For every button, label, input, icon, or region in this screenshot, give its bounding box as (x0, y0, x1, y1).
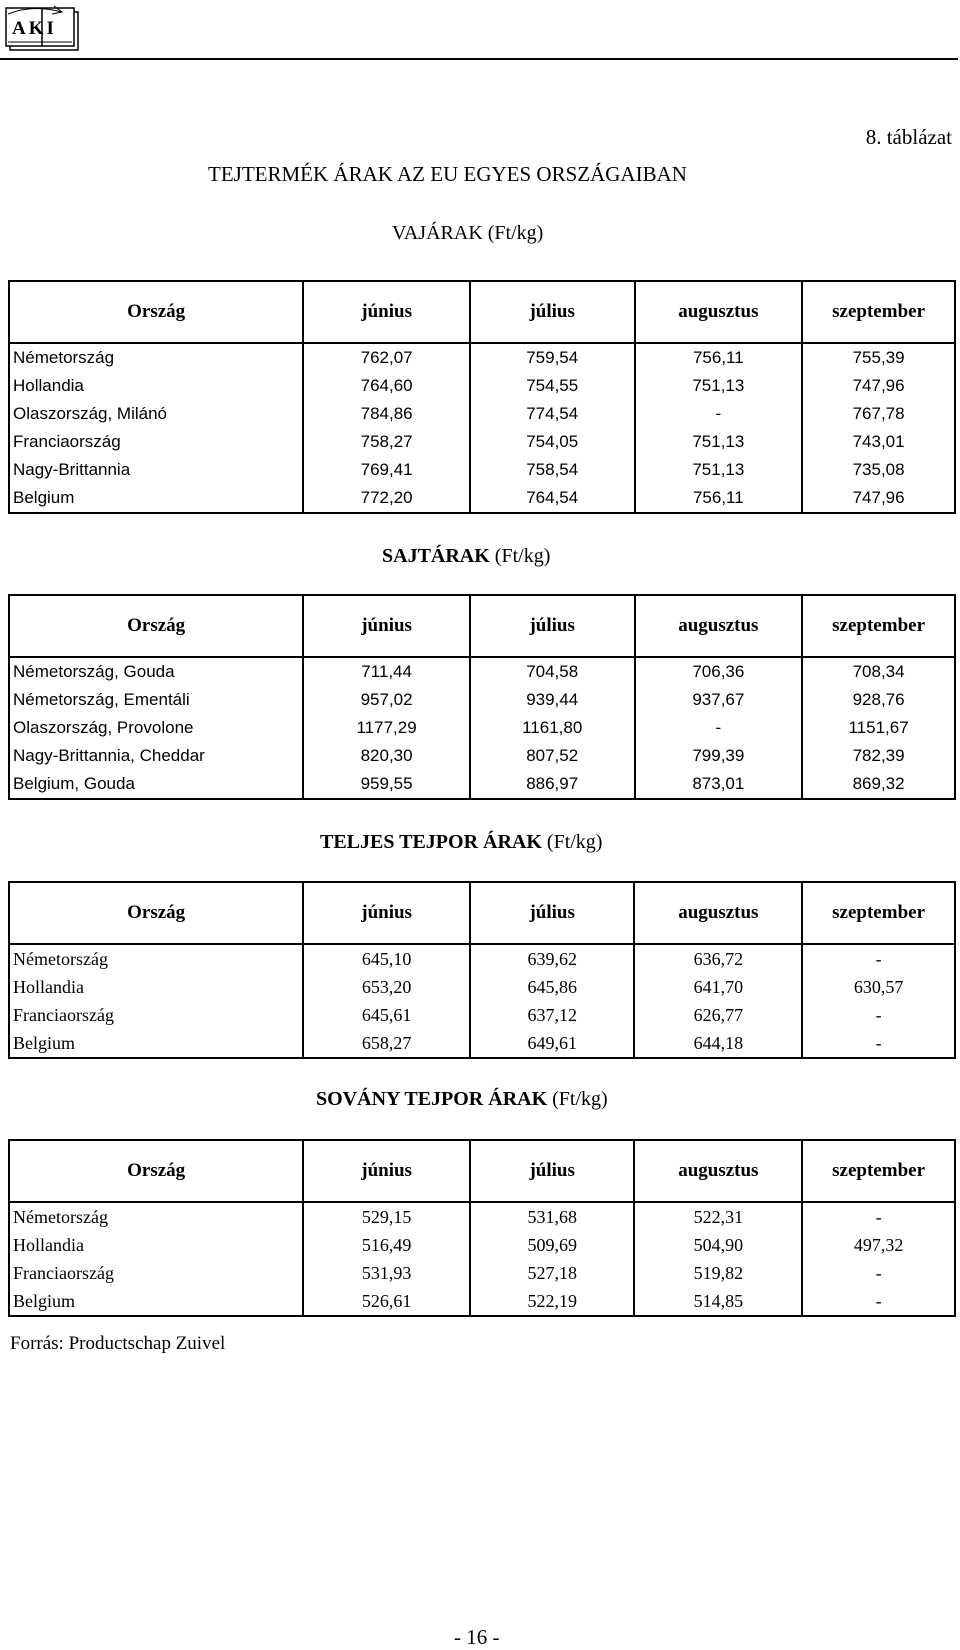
table-row (9, 944, 955, 973)
price-cell: 653,20 (303, 973, 470, 1001)
price-cell: 509,69 (470, 1231, 635, 1259)
column-header-country: Ország (9, 595, 303, 657)
price-cell: 711,44 (303, 657, 470, 686)
price-cell: 626,77 (634, 1001, 802, 1029)
price-cell: 756,11 (635, 484, 803, 513)
table-row (9, 1202, 955, 1231)
price-cell: 751,13 (635, 456, 803, 484)
price-cell: 747,96 (802, 484, 955, 513)
page-number: - 16 - (454, 1625, 500, 1649)
price-cell: 531,93 (303, 1259, 470, 1287)
price-cell: 526,61 (303, 1287, 470, 1316)
whole-milk-powder-price-table (8, 881, 956, 1059)
country-cell: Nagy-Brittannia, Cheddar (9, 742, 303, 770)
country-cell: Franciaország (9, 1259, 303, 1287)
column-header-june: június (303, 281, 470, 343)
price-cell: 743,01 (802, 428, 955, 456)
section-title-label: VAJÁRAK (392, 222, 483, 244)
price-cell: 522,31 (634, 1202, 802, 1231)
price-cell: 886,97 (470, 770, 635, 799)
cheese-price-table (8, 594, 956, 800)
price-cell: 747,96 (802, 372, 955, 400)
column-header-september: szeptember (802, 595, 955, 657)
table-row (9, 428, 955, 456)
price-cell: - (802, 1029, 955, 1058)
table-row (9, 343, 955, 372)
page-title: TEJTERMÉK ÁRAK AZ EU EGYES ORSZÁGAIBAN (208, 162, 687, 186)
price-cell: - (802, 1259, 955, 1287)
price-cell: 937,67 (635, 686, 803, 714)
price-cell: 708,34 (802, 657, 955, 686)
price-cell: 751,13 (635, 428, 803, 456)
table-row (9, 372, 955, 400)
table-row (9, 686, 955, 714)
country-cell: Hollandia (9, 372, 303, 400)
country-cell: Németország (9, 1202, 303, 1231)
price-cell: 1161,80 (470, 714, 635, 742)
price-cell: 767,78 (802, 400, 955, 428)
price-cell: 639,62 (470, 944, 635, 973)
section-title-unit: (Ft/kg) (546, 831, 603, 853)
column-header-august: augusztus (634, 1140, 802, 1202)
column-header-september: szeptember (802, 882, 955, 944)
price-cell: 869,32 (802, 770, 955, 799)
column-header-august: augusztus (635, 595, 803, 657)
price-cell: 774,54 (470, 400, 635, 428)
price-cell: 959,55 (303, 770, 470, 799)
price-cell: 939,44 (470, 686, 635, 714)
price-cell: 531,68 (470, 1202, 635, 1231)
section-title-unit: (Ft/kg) (487, 222, 544, 244)
column-header-september: szeptember (802, 281, 955, 343)
price-cell: 772,20 (303, 484, 470, 513)
column-header-july: július (470, 882, 635, 944)
price-cell: 754,55 (470, 372, 635, 400)
price-cell: 764,60 (303, 372, 470, 400)
section-title-label: SAJTÁRAK (382, 545, 490, 567)
country-cell: Franciaország (9, 428, 303, 456)
logo-text: AKI (12, 18, 57, 39)
page-header (0, 0, 958, 60)
price-cell: 519,82 (634, 1259, 802, 1287)
price-cell: 706,36 (635, 657, 803, 686)
price-cell: 735,08 (802, 456, 955, 484)
price-cell: 1177,29 (303, 714, 470, 742)
price-cell: 630,57 (802, 973, 955, 1001)
price-cell: 755,39 (802, 343, 955, 372)
country-cell: Belgium (9, 1287, 303, 1316)
price-cell: 522,19 (470, 1287, 635, 1316)
butter-price-table (8, 280, 956, 514)
country-cell: Hollandia (9, 973, 303, 1001)
price-cell: 751,13 (635, 372, 803, 400)
aki-logo (2, 2, 82, 52)
price-cell: 636,72 (634, 944, 802, 973)
column-header-august: augusztus (634, 882, 802, 944)
price-cell: 799,39 (635, 742, 803, 770)
column-header-country: Ország (9, 1140, 303, 1202)
price-cell: 759,54 (470, 343, 635, 372)
column-header-june: június (303, 595, 470, 657)
price-cell: 807,52 (470, 742, 635, 770)
table-row (9, 1029, 955, 1058)
section-title-skimmed-milk-powder (316, 1088, 608, 1111)
table-row (9, 714, 955, 742)
price-cell: 762,07 (303, 343, 470, 372)
country-cell: Németország, Ementáli (9, 686, 303, 714)
price-cell: 820,30 (303, 742, 470, 770)
country-cell: Németország (9, 944, 303, 973)
price-cell: 784,86 (303, 400, 470, 428)
price-cell: 957,02 (303, 686, 470, 714)
price-cell: 758,27 (303, 428, 470, 456)
country-cell: Nagy-Brittannia (9, 456, 303, 484)
country-cell: Belgium (9, 484, 303, 513)
price-cell: - (635, 400, 803, 428)
section-title-butter (392, 222, 543, 245)
column-header-september: szeptember (802, 1140, 955, 1202)
country-cell: Olaszország, Provolone (9, 714, 303, 742)
table-row (9, 1231, 955, 1259)
section-title-unit: (Ft/kg) (552, 1088, 608, 1110)
section-title-label: SOVÁNY TEJPOR ÁRAK (316, 1088, 548, 1110)
column-header-june: június (303, 882, 470, 944)
country-cell: Németország (9, 343, 303, 372)
price-cell: 764,54 (470, 484, 635, 513)
column-header-july: július (470, 1140, 635, 1202)
price-cell: 637,12 (470, 1001, 635, 1029)
price-cell: 782,39 (802, 742, 955, 770)
price-cell: 754,05 (470, 428, 635, 456)
price-cell: 645,61 (303, 1001, 470, 1029)
section-title-whole-milk-powder (320, 831, 602, 854)
price-cell: 527,18 (470, 1259, 635, 1287)
table-row (9, 1001, 955, 1029)
section-title-unit: (Ft/kg) (494, 545, 551, 567)
price-cell: 704,58 (470, 657, 635, 686)
country-cell: Németország, Gouda (9, 657, 303, 686)
price-cell: 928,76 (802, 686, 955, 714)
column-header-country: Ország (9, 281, 303, 343)
column-header-july: július (470, 281, 635, 343)
table-row (9, 742, 955, 770)
price-cell: 644,18 (634, 1029, 802, 1058)
price-cell: 658,27 (303, 1029, 470, 1058)
table-row (9, 1287, 955, 1316)
price-cell: - (802, 1287, 955, 1316)
price-cell: 514,85 (634, 1287, 802, 1316)
table-row (9, 484, 955, 513)
price-cell: 497,32 (802, 1231, 955, 1259)
column-header-country: Ország (9, 882, 303, 944)
price-cell: 649,61 (470, 1029, 635, 1058)
price-cell: - (802, 1202, 955, 1231)
price-cell: - (635, 714, 803, 742)
table-number: 8. táblázat (865, 125, 952, 149)
price-cell: 756,11 (635, 343, 803, 372)
source-note: Forrás: Productschap Zuivel (10, 1333, 226, 1354)
column-header-july: július (470, 595, 635, 657)
table-row (9, 456, 955, 484)
table-row (9, 657, 955, 686)
table-row (9, 1259, 955, 1287)
country-cell: Belgium (9, 1029, 303, 1058)
section-title-cheese (382, 545, 550, 568)
table-row (9, 400, 955, 428)
column-header-june: június (303, 1140, 470, 1202)
price-cell: 529,15 (303, 1202, 470, 1231)
price-cell: 504,90 (634, 1231, 802, 1259)
price-cell: 769,41 (303, 456, 470, 484)
skimmed-milk-powder-price-table (8, 1139, 956, 1317)
price-cell: 645,86 (470, 973, 635, 1001)
price-cell: 645,10 (303, 944, 470, 973)
price-cell: 873,01 (635, 770, 803, 799)
price-cell: 1151,67 (802, 714, 955, 742)
country-cell: Hollandia (9, 1231, 303, 1259)
price-cell: 641,70 (634, 973, 802, 1001)
table-row (9, 973, 955, 1001)
country-cell: Olaszország, Milánó (9, 400, 303, 428)
section-title-label: TELJES TEJPOR ÁRAK (320, 831, 542, 853)
column-header-august: augusztus (635, 281, 803, 343)
country-cell: Belgium, Gouda (9, 770, 303, 799)
price-cell: - (802, 944, 955, 973)
table-row (9, 770, 955, 799)
price-cell: 758,54 (470, 456, 635, 484)
price-cell: 516,49 (303, 1231, 470, 1259)
price-cell: - (802, 1001, 955, 1029)
country-cell: Franciaország (9, 1001, 303, 1029)
